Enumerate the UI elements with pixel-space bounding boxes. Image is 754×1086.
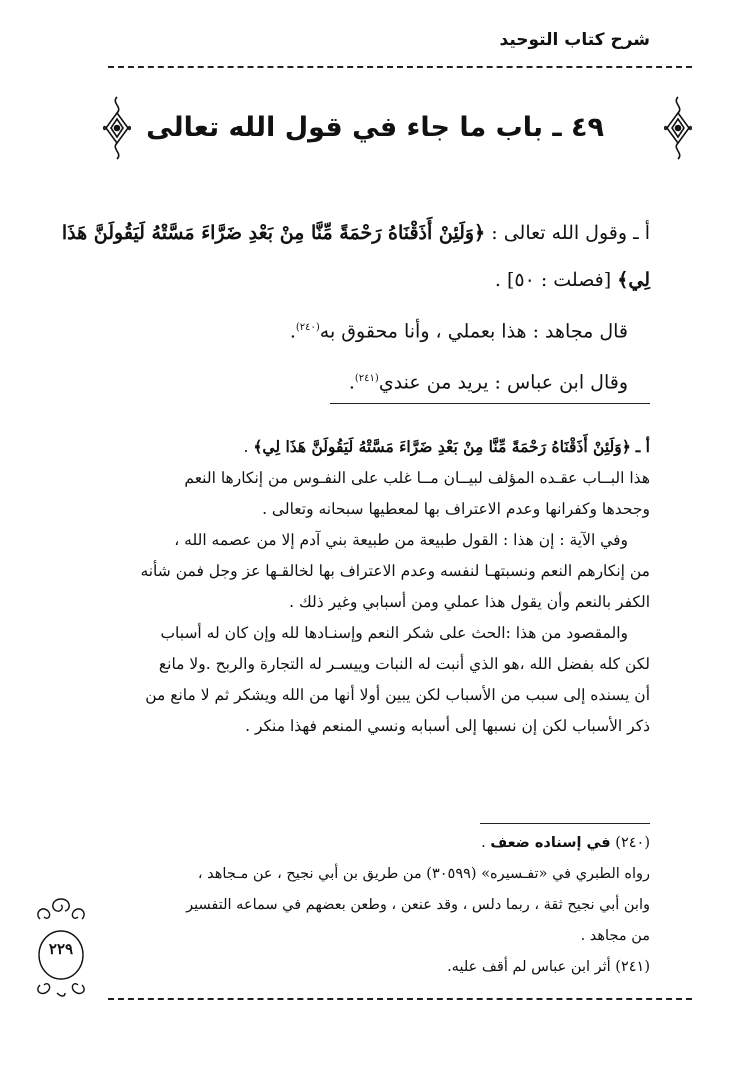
commentary-line: وجحدها وكفرانها وعدم الاعتراف بها لمعطيها سبحانه وتعالى . <box>262 500 650 518</box>
commentary-line: هذا البــاب عقـده المؤلف لبيــان مــا غلب على النفـوس من إنكارها النعم <box>184 469 650 487</box>
verse-reference: [فصلت : ٥٠] . <box>494 269 612 291</box>
footnote-line: من مجاهد . <box>580 928 650 944</box>
main-text <box>61 210 650 407</box>
commentary-heading <box>108 431 650 463</box>
chapter-title: ٤٩ ـ باب ما جاء في قول الله تعالى <box>146 112 604 143</box>
commentary-line: ذكر الأسباب لكن إن نسبها إلى أسبابه ونسي المنعم فهذا منكر . <box>245 717 650 735</box>
footnote-ref[interactable]: (٢٤٠) <box>295 322 320 333</box>
commentary-line: وفي الآية : إن هذا : القول طبيعة من طبيعة بني آدم إلا من عصمه الله ، <box>174 531 628 549</box>
page-number: ٢٢٩ <box>48 940 74 958</box>
item-label: أ ـ وقول الله تعالى : <box>491 222 650 244</box>
header-rule <box>108 66 692 68</box>
ibn-abbas-quote: وقال ابن عباس : يريد من عندي <box>378 371 628 394</box>
running-header: شرح كتاب التوحيد <box>499 30 650 50</box>
footer-rule <box>108 998 692 1000</box>
footnote-grading: في إسناده ضعف <box>490 835 611 851</box>
punctuation: . <box>348 371 355 394</box>
quran-verse: ﴿وَلَئِنْ أَذَقْنَاهُ رَحْمَةً مِّنَّا مِنْ بَعْدِ ضَرَّاءَ مَسَّتْهُ لَيَقُولَنَّ هَذَا <box>61 222 486 244</box>
footnote-ref[interactable]: (٢٤١) <box>354 373 379 385</box>
quran-verse-end: لِي﴾ <box>617 269 650 291</box>
chapter-ornament-left-icon <box>102 95 132 161</box>
footnotes <box>108 828 650 983</box>
mujahid-quote: قال مجاهد : هذا بعملي ، وأنا محقوق به <box>319 320 628 343</box>
footnote-number: (٢٤٠) <box>615 835 650 851</box>
main-line <box>108 257 650 304</box>
commentary <box>108 431 650 742</box>
commentary-line: لكن كله بفضل الله ،هو الذي أنبت له النبات وييسـر له التجارة والربح .ولا مانع <box>158 655 650 673</box>
main-line <box>108 355 650 406</box>
item-label: أ ـ <box>635 437 650 456</box>
commentary-line: من إنكارهم النعم ونسبتهـا لنفسه وعدم الاعتراف بها لخالقـها عز وجل فمن شأنه <box>140 562 650 580</box>
main-line <box>108 304 650 355</box>
commentary-line: الكفر بالنعم وأن يقول هذا عملي ومن أسبابي وغير ذلك . <box>289 593 650 611</box>
footnote-241: (٢٤١) أثر ابن عباس لم أقف عليه. <box>447 959 650 975</box>
quran-verse: ﴿وَلَئِنْ أَذَقْنَاهُ رَحْمَةً مِّنَّا مِنْ بَعْدِ ضَرَّاءَ مَسَّتْهُ لَيَقُولَنَّ هَذَا لِي﴾ <box>253 437 631 456</box>
commentary-line: والمقصود من هذا :الحث على شكر النعم وإسنـادها لله وإن كان له أسباب <box>160 624 628 642</box>
punctuation: . <box>243 438 249 456</box>
punctuation: . <box>481 835 486 851</box>
chapter-ornament-right-icon <box>663 95 693 161</box>
footnote-240-heading <box>108 828 650 859</box>
footnote-line: رواه الطبري في «تفـسيره» (٣٠٥٩٩) من طريق بن أبي نجيح ، عن مـجاهد ، <box>197 866 650 882</box>
main-line <box>61 210 650 257</box>
commentary-line: أن يسنده إلى سبب من الأسباب لكن يبين أولا أنها من الله ويشكر ثم لا مانع من <box>145 686 650 704</box>
main-divider <box>330 403 650 404</box>
footnote-divider <box>480 823 650 824</box>
footnote-line: وابن أبي نجيح ثقة ، ربما دلس ، وقد عنعن ، وطعن بعضهم في سماعه التفسير <box>186 897 650 913</box>
punctuation: . <box>289 320 296 343</box>
